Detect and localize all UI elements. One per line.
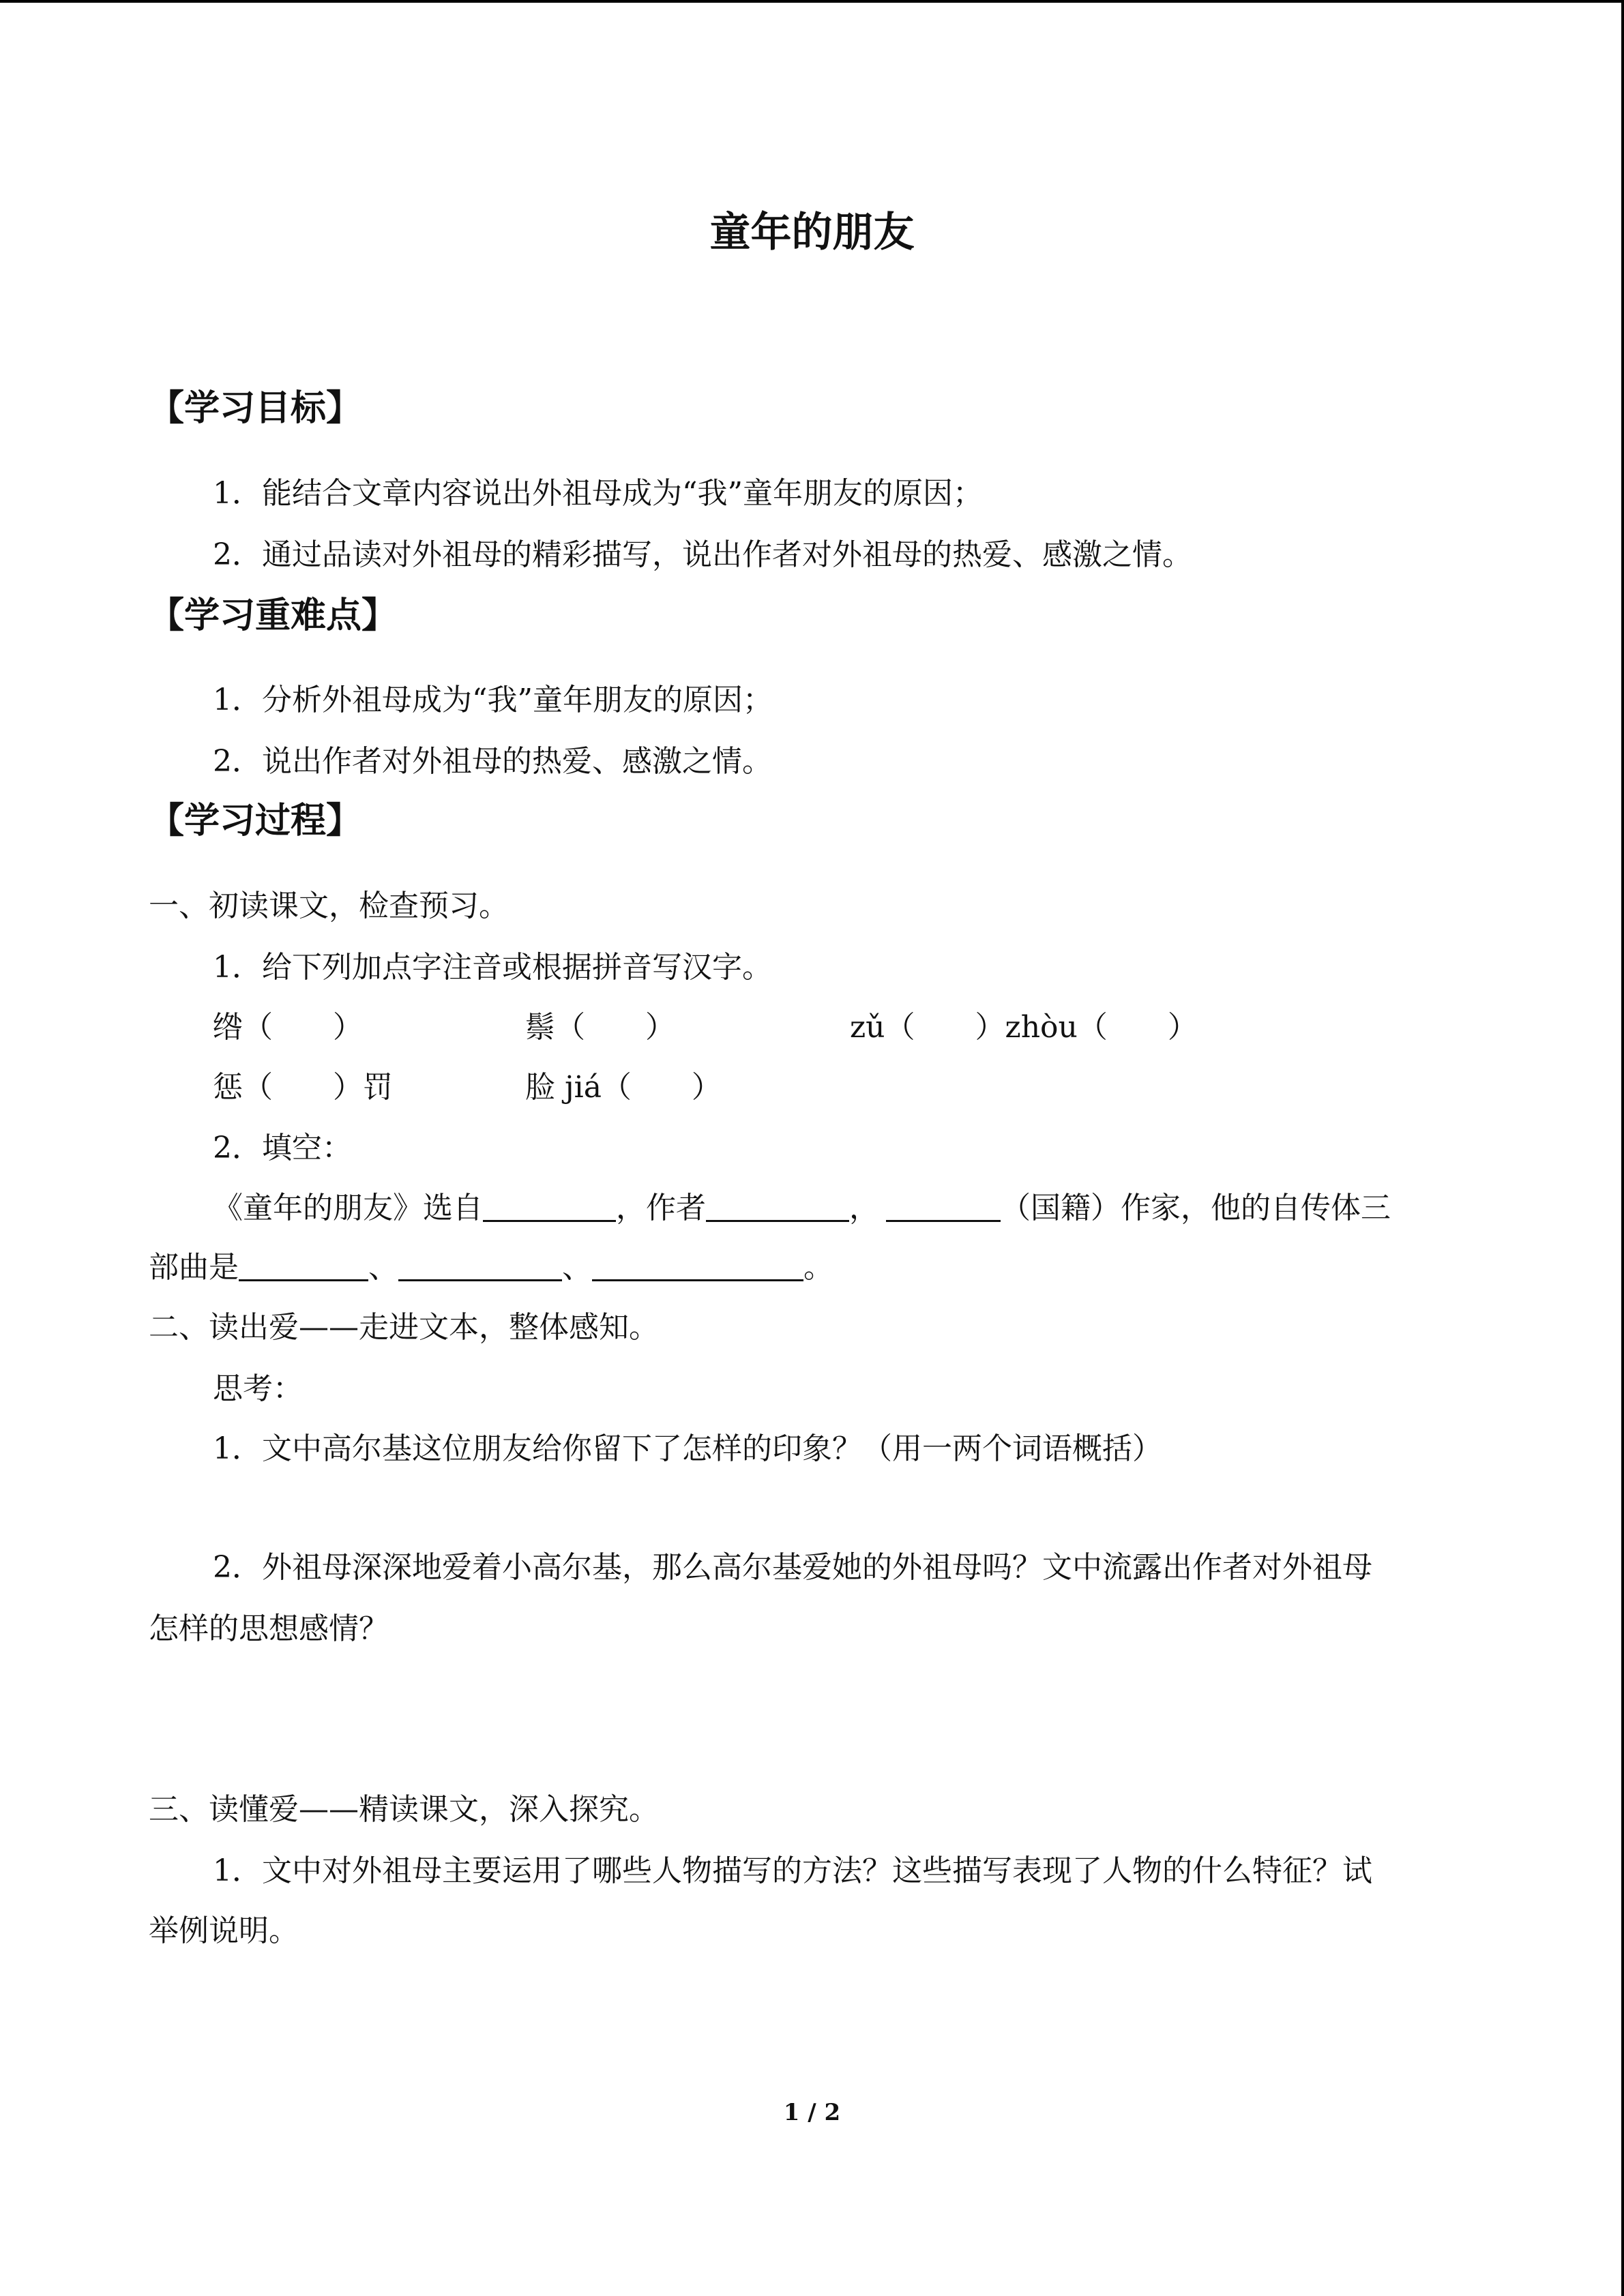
part2-think: 思考： (213, 1371, 303, 1406)
key-point-item: 1．分析外祖母成为“我”童年朋友的原因； (213, 683, 773, 717)
fill-text: （国籍）作家，他的自传体三 (1001, 1191, 1391, 1225)
section-heading-key-points: 【学习重难点】 (149, 595, 398, 636)
part1-question-2: 2．填空： (213, 1131, 352, 1165)
source-blank[interactable] (483, 1190, 616, 1222)
part3-heading: 三、读懂爱——精读课文，深入探究。 (149, 1792, 659, 1827)
part2-question-1: 1．文中高尔基这位朋友给你留下了怎样的印象？（用一两个词语概括） (213, 1431, 1162, 1466)
pinyin-item: 绺（ ） (213, 1010, 363, 1045)
objective-item: 1．能结合文章内容说出外祖母成为“我”童年朋友的原因； (213, 476, 983, 511)
fill-text: 、 (368, 1250, 398, 1285)
document-title: 童年的朋友 (709, 209, 915, 256)
part2-question-2: 2．外祖母深深地爱着小高尔基，那么高尔基爱她的外祖母吗？文中流露出作者对外祖母 (213, 1550, 1372, 1585)
trilogy-blank-2[interactable] (398, 1249, 562, 1281)
pinyin-item: 鬃（ ） (525, 1010, 675, 1045)
key-point-item: 2．说出作者对外祖母的热爱、感激之情。 (213, 744, 772, 779)
part2-heading: 二、读出爱——走进文本，整体感知。 (149, 1310, 659, 1345)
page-border-right (1621, 0, 1624, 2296)
objective-item: 2．通过品读对外祖母的精彩描写，说出作者对外祖母的热爱、感激之情。 (213, 537, 1192, 572)
fill-text: 。 (803, 1250, 833, 1285)
fill-blank-line-2 (149, 1248, 833, 1287)
part2-question-2-cont: 怎样的思想感情？ (149, 1611, 389, 1646)
nationality-blank[interactable] (886, 1190, 1001, 1222)
part1-question-1: 1．给下列加点字注音或根据拼音写汉字。 (213, 950, 772, 985)
pinyin-item: 脸 jiá（ ） (525, 1070, 722, 1105)
fill-text: 部曲是 (149, 1250, 239, 1285)
fill-blank-line-1 (213, 1189, 1391, 1227)
part3-question-1-cont: 举例说明。 (149, 1913, 299, 1948)
fill-text: ， (849, 1191, 879, 1225)
fill-text: 《童年的朋友》选自 (213, 1191, 483, 1225)
pinyin-item: zǔ（ ）zhòu（ ） (850, 1010, 1198, 1045)
part1-heading: 一、初读课文，检查预习。 (149, 889, 509, 923)
part3-question-1: 1．文中对外祖母主要运用了哪些人物描写的方法？这些描写表现了人物的什么特征？试 (213, 1853, 1372, 1888)
trilogy-blank-1[interactable] (239, 1249, 368, 1281)
pinyin-item: 惩（ ）罚 (213, 1070, 393, 1105)
page-number: 1 / 2 (783, 2099, 841, 2126)
author-blank[interactable] (706, 1190, 849, 1222)
section-heading-objectives: 【学习目标】 (149, 387, 362, 429)
fill-text: ，作者 (616, 1191, 706, 1225)
page-border-top (0, 0, 1624, 3)
section-heading-process: 【学习过程】 (149, 800, 362, 841)
fill-text: 、 (562, 1250, 592, 1285)
trilogy-blank-3[interactable] (592, 1249, 803, 1281)
